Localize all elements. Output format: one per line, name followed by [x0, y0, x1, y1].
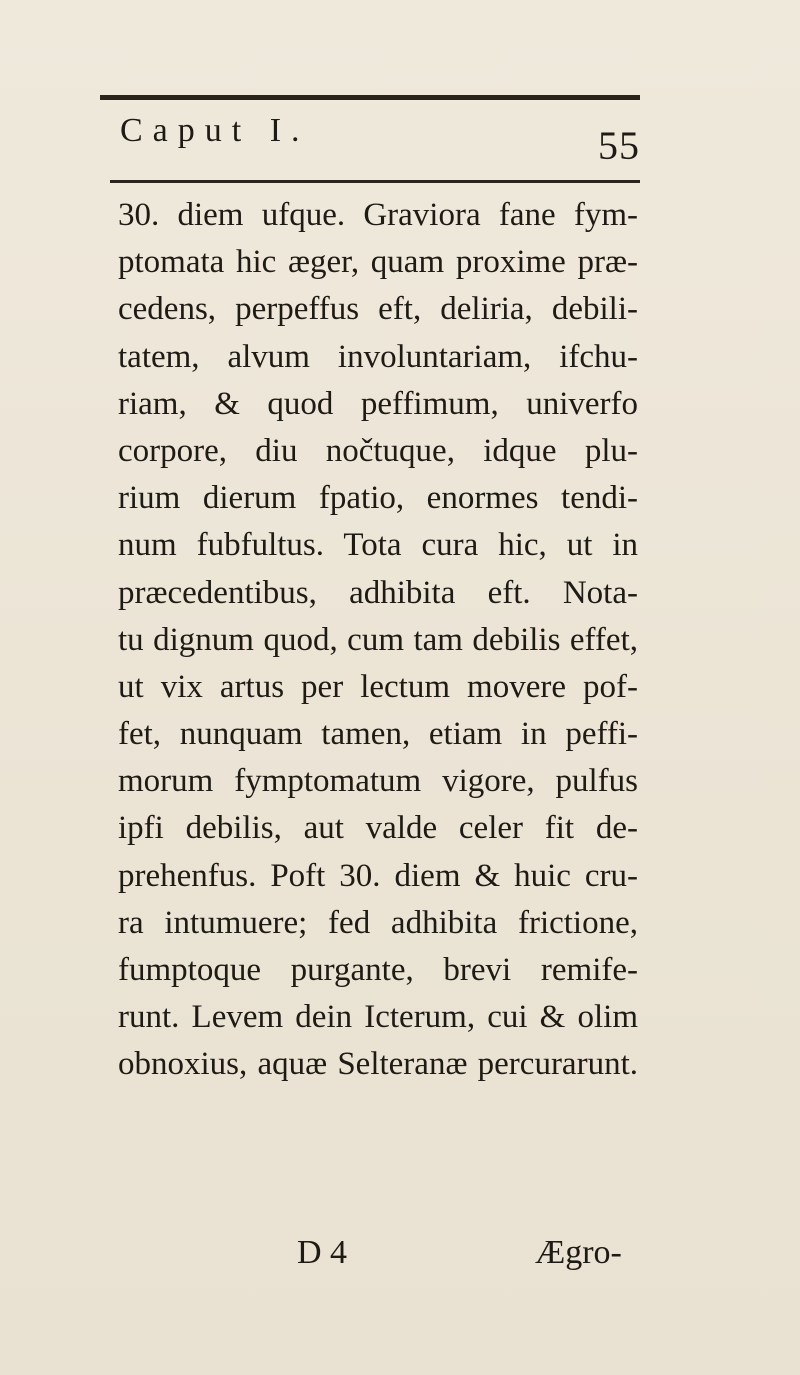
text-line: tatem, alvum involuntariam, ifchu- — [118, 338, 638, 375]
text-line: morum fymptomatum vigore, pulfus — [118, 763, 638, 800]
page-number: 55 — [598, 123, 640, 168]
text-line: ipfi debilis, aut valde celer fit de- — [118, 810, 638, 847]
text-line: fet, nunquam tamen, etiam in peffi- — [118, 716, 638, 753]
text-line: tu dignum quod, cum tam debilis effet, — [118, 621, 638, 658]
text-line: num fubfultus. Tota cura hic, ut in — [118, 527, 638, 564]
text-line: ptomata hic æger, quam proxime præ- — [118, 244, 638, 281]
text-line: rium dierum fpatio, enormes tendi- — [118, 480, 638, 517]
text-line: corpore, diu nočtuque, idque plu- — [118, 432, 638, 469]
catchword: Ægro- — [535, 1234, 622, 1271]
text-line: ra intumuere; fed adhibita frictione, — [118, 904, 638, 941]
running-head: Caput I. — [120, 112, 310, 149]
top-rule — [100, 95, 640, 100]
text-line: 30. diem ufque. Graviora fane fym- — [118, 197, 638, 233]
body-text — [118, 192, 638, 1089]
text-line: fumptoque purgante, brevi remife- — [118, 952, 638, 988]
page-footer — [180, 1234, 660, 1294]
text-line: prehenfus. Poft 30. diem & huic cru- — [118, 857, 638, 894]
text-line: obnoxius, aquæ Selteranæ percurarunt. — [118, 1046, 638, 1083]
text-line: riam, & quod peffimum, univerfo — [118, 385, 638, 422]
text-line: runt. Levem dein Icterum, cui & olim — [118, 999, 638, 1036]
header-rule — [110, 180, 640, 183]
text-line: præcedentibus, adhibita eft. Nota- — [118, 574, 638, 611]
text-line: ut vix artus per lectum movere pof- — [118, 668, 638, 705]
text-line: cedens, perpeffus eft, deliria, debili- — [118, 291, 638, 328]
page-header — [120, 112, 640, 172]
signature-mark: D 4 — [297, 1234, 348, 1271]
